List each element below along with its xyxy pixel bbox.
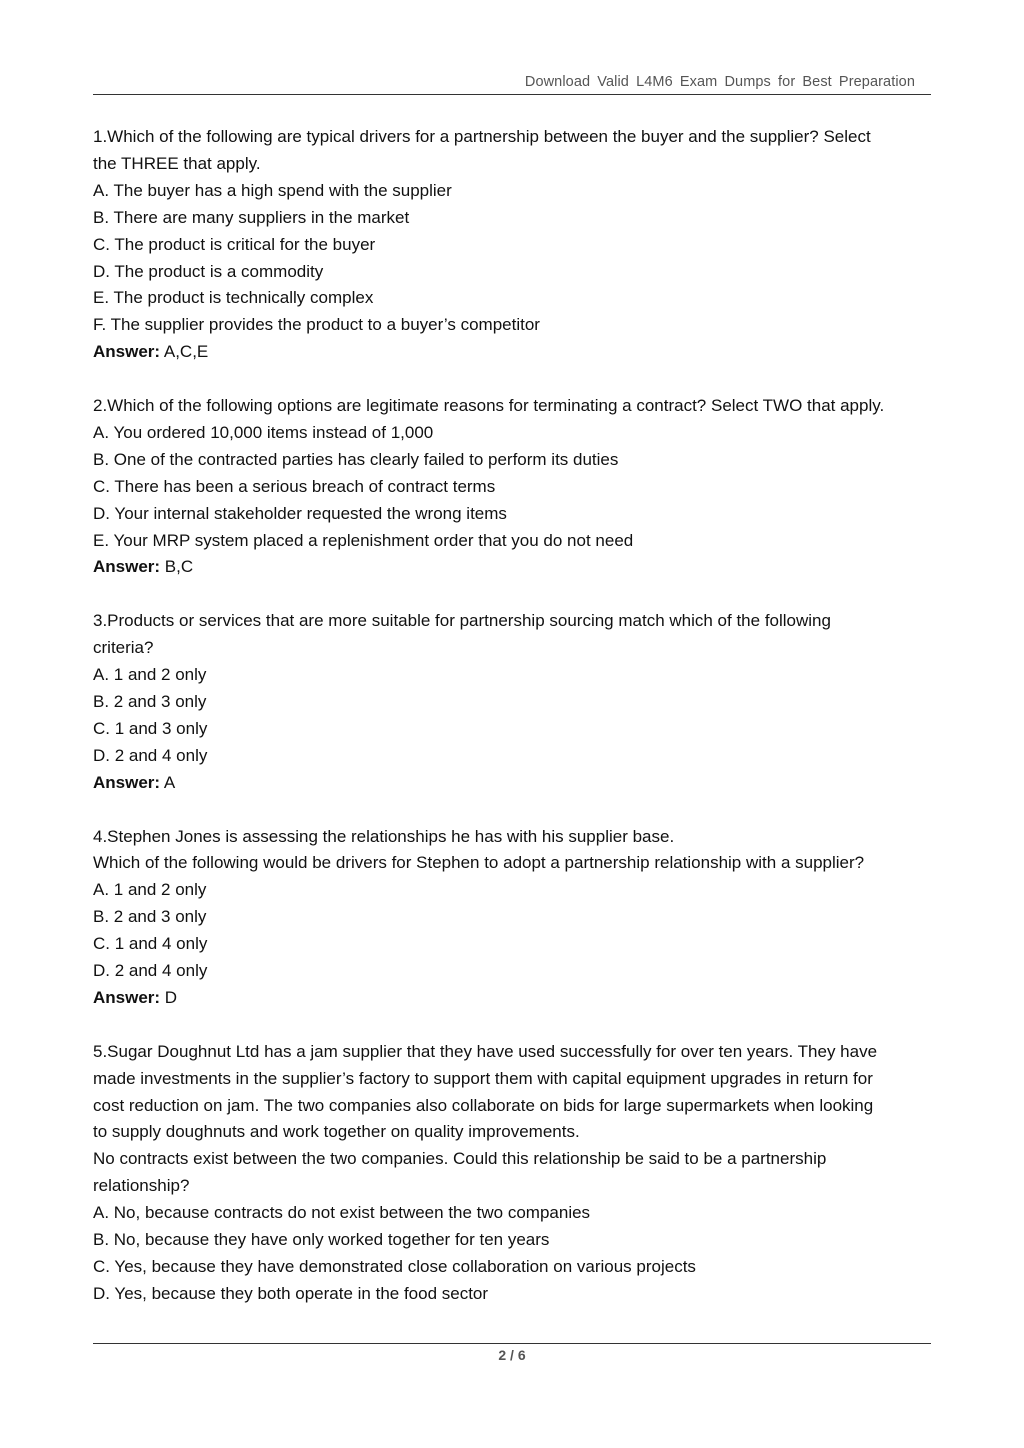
question-text: 3.Products or services that are more suitable for partnership sourcing match which of the following xyxy=(93,611,831,631)
page-number: 2 / 6 xyxy=(498,1347,526,1363)
option-c: C. The product is critical for the buyer xyxy=(93,234,376,254)
question-5 xyxy=(93,1039,933,1308)
option-f: F. The supplier provides the product to a buyer’s competitor xyxy=(93,315,540,335)
question-text: made investments in the supplier’s factory to support them with capital equipment upgrades in return for xyxy=(93,1068,873,1088)
question-2 xyxy=(93,393,933,581)
option-d: D. 2 and 4 only xyxy=(93,961,208,981)
answer-label: Answer: xyxy=(93,557,161,577)
option-d: D. Your internal stakeholder requested the wrong items xyxy=(93,503,507,523)
option-a: A. No, because contracts do not exist between the two companies xyxy=(93,1203,591,1223)
answer-line xyxy=(93,554,933,581)
question-text: 2.Which of the following options are legitimate reasons for terminating a contract? Select TWO that apply. xyxy=(93,396,885,416)
answer-value: B,C xyxy=(160,557,194,577)
question-text: to supply doughnuts and work together on quality improvements. xyxy=(93,1122,580,1142)
question-text: 1.Which of the following are typical drivers for a partnership between the buyer and the supplier? Select xyxy=(93,127,871,146)
option-a: A. 1 and 2 only xyxy=(93,665,207,685)
option-b: B. 2 and 3 only xyxy=(93,692,207,711)
question-text: criteria? xyxy=(93,638,154,658)
option-a: A. 1 and 2 only xyxy=(93,880,207,900)
answer-line xyxy=(93,985,933,1012)
option-b: B. 2 and 3 only xyxy=(93,907,207,927)
answer-label: Answer: xyxy=(93,987,161,1007)
question-text: relationship? xyxy=(93,1176,190,1196)
question-text: the THREE that apply. xyxy=(93,153,261,173)
option-d: D. Yes, because they both operate in the food sector xyxy=(93,1283,489,1303)
page-header xyxy=(93,70,931,95)
option-a: A. You ordered 10,000 items instead of 1,000 xyxy=(93,422,434,442)
option-b: B. One of the contracted parties has clearly failed to perform its duties xyxy=(93,449,619,469)
option-d: D. The product is a commodity xyxy=(93,261,324,281)
option-d: D. 2 and 4 only xyxy=(93,745,208,765)
option-a: A. The buyer has a high spend with the supplier xyxy=(93,180,452,200)
question-1 xyxy=(93,124,933,366)
option-b: B. There are many suppliers in the market xyxy=(93,207,410,227)
option-b: B. No, because they have only worked together for ten years xyxy=(93,1230,550,1250)
question-list xyxy=(93,124,933,1308)
question-4 xyxy=(93,824,933,1012)
header-title: Download Valid L4M6 Exam Dumps for Best Preparation xyxy=(524,74,915,90)
option-e: E. Your MRP system placed a replenishment order that you do not need xyxy=(93,530,634,550)
answer-label: Answer: xyxy=(93,772,161,792)
option-e: E. The product is technically complex xyxy=(93,288,374,308)
answer-line xyxy=(93,339,933,366)
answer-label: Answer: xyxy=(93,342,161,362)
answer-value: D xyxy=(160,987,178,1007)
option-c: C. Yes, because they have demonstrated close collaboration on various projects xyxy=(93,1257,696,1276)
question-text: 4.Stephen Jones is assessing the relationships he has with his supplier base. xyxy=(93,826,675,846)
option-c: C. There has been a serious breach of contract terms xyxy=(93,476,496,496)
question-text: 5.Sugar Doughnut Ltd has a jam supplier that they have used successfully for over ten years. They have xyxy=(93,1041,878,1061)
option-c: C. 1 and 4 only xyxy=(93,934,208,954)
question-text: cost reduction on jam. The two companies also collaborate on bids for large supermarkets when looking xyxy=(93,1095,874,1115)
answer-value: A xyxy=(160,772,176,792)
option-c: C. 1 and 3 only xyxy=(93,718,208,738)
question-text: No contracts exist between the two companies. Could this relationship be said to be a partnership xyxy=(93,1149,827,1169)
question-3 xyxy=(93,608,933,796)
answer-line xyxy=(93,770,933,797)
page-footer xyxy=(93,1343,931,1363)
question-text: Which of the following would be drivers for Stephen to adopt a partnership relationship with a supplier? xyxy=(93,853,865,873)
answer-value: A,C,E xyxy=(160,342,209,362)
